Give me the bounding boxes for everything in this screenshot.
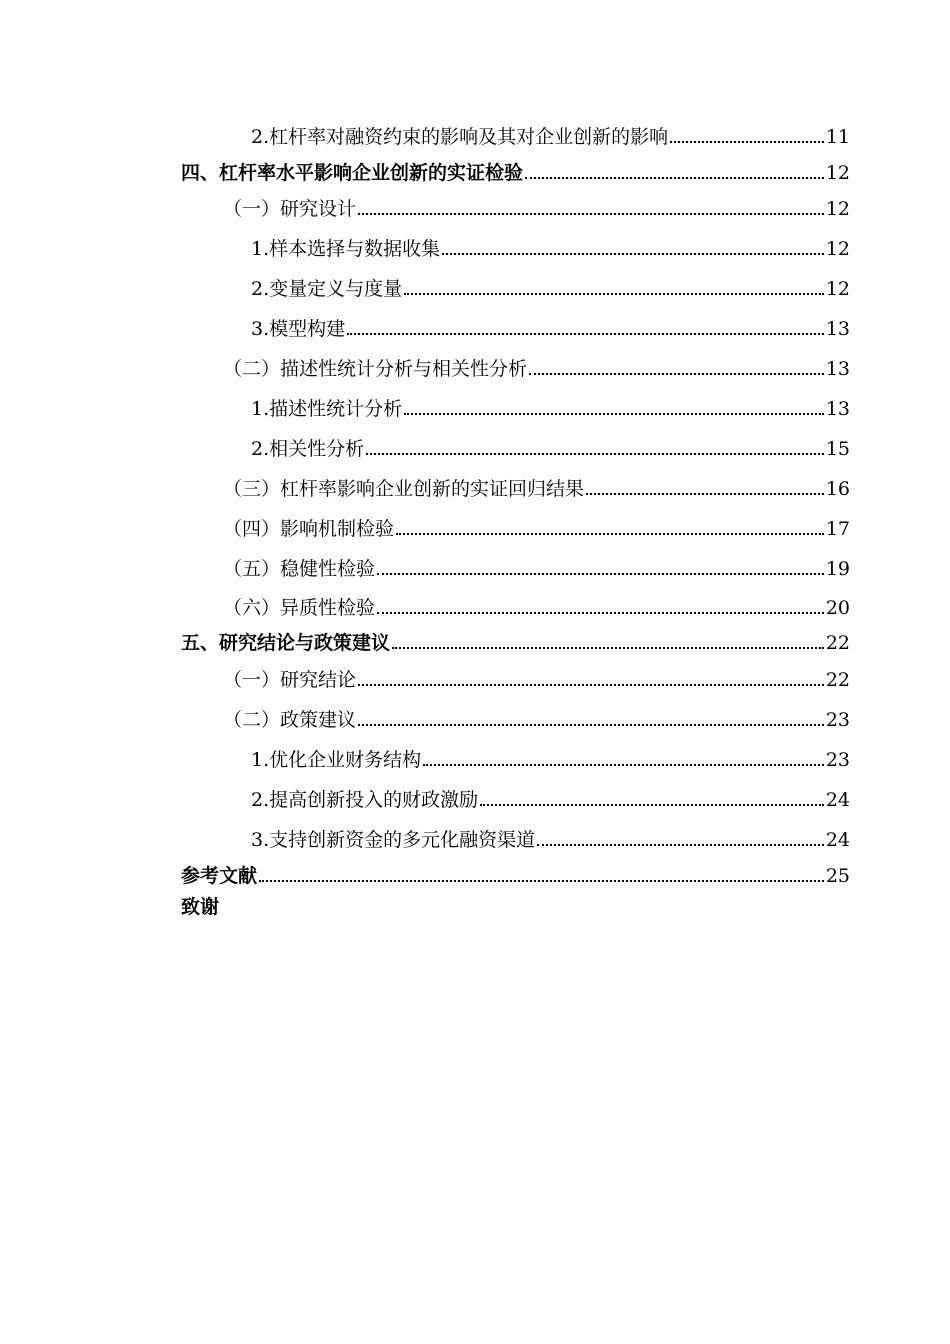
toc-entry[interactable] [251,120,850,150]
toc-entry[interactable] [223,192,850,222]
toc-entry-title: 2.提高创新投入的财政激励 [251,789,479,811]
toc-entry[interactable] [223,591,850,621]
toc-entry-title: （一）研究结论 [223,669,357,691]
toc-entry-page: 11 [825,126,850,148]
toc-entry-title: 2.相关性分析 [251,438,365,460]
dot-leader [392,647,824,649]
dot-leader [442,253,824,255]
toc-entry-title: （一）研究设计 [223,198,357,220]
dot-leader [366,453,824,455]
toc-entry[interactable] [251,432,850,462]
toc-entry-title: （四）影响机制检验 [223,518,395,540]
dot-leader [525,177,824,179]
dot-leader [377,573,824,575]
toc-entry-chapter[interactable] [181,156,850,186]
toc-entry-page: 13 [825,398,850,420]
toc-entry-page: 17 [825,518,850,540]
dot-leader [396,533,824,535]
toc-entry-page: 12 [825,162,850,184]
toc-entry-page: 25 [825,865,850,887]
toc-entry[interactable] [251,272,850,302]
dot-leader [404,293,824,295]
toc-entry-acknowledgements[interactable]: 致谢 [181,896,220,918]
toc-entry-page: 12 [825,198,850,220]
toc-entry-title: （三）杠杆率影响企业创新的实证回归结果 [223,478,585,500]
dot-leader [358,724,824,726]
toc-entry-page: 24 [825,789,850,811]
dot-leader [358,684,824,686]
dot-leader [423,764,824,766]
toc-entry[interactable] [223,703,850,733]
dot-leader [347,333,824,335]
toc-entry-title: （五）稳健性检验 [223,558,376,580]
toc-entry-page: 23 [825,709,850,731]
dot-leader [537,844,824,846]
toc-entry-title: 参考文献 [181,865,258,887]
dot-leader [358,213,824,215]
toc-entry[interactable] [251,743,850,773]
toc-entry-title: （二）政策建议 [223,709,357,731]
toc-entry-page: 15 [825,438,850,460]
toc-entry[interactable] [223,512,850,542]
toc-entry-page: 16 [825,478,850,500]
toc-entry-title: 3.模型构建 [251,318,346,340]
dot-leader [377,612,824,614]
toc-entry-page: 20 [825,597,850,619]
toc-entry-title: 四、杠杆率水平影响企业创新的实证检验 [181,162,524,184]
toc-entry-title: 2.变量定义与度量 [251,278,403,300]
toc-entry[interactable] [223,552,850,582]
dot-leader [586,493,824,495]
toc-entry-title: 2.杠杆率对融资约束的影响及其对企业创新的影响 [251,126,669,148]
toc-entry-title: 五、研究结论与政策建议 [181,632,391,654]
toc-entry[interactable] [251,783,850,813]
toc-entry-chapter[interactable] [181,859,850,889]
toc-entry-title: 1.优化企业财务结构 [251,749,422,771]
toc-entry-page: 13 [825,358,850,380]
toc-entry-chapter[interactable] [181,626,850,656]
toc-entry[interactable] [251,823,850,853]
toc-entry-page: 22 [825,632,850,654]
toc-entry-title: 1.样本选择与数据收集 [251,238,441,260]
toc-entry-title: 3.支持创新资金的多元化融资渠道 [251,829,536,851]
dot-leader [480,804,824,806]
toc-entry-title: （六）异质性检验 [223,597,376,619]
toc-entry[interactable] [251,312,850,342]
dot-leader [529,373,824,375]
dot-leader [670,141,824,143]
toc-entry-page: 12 [825,278,850,300]
toc-entry[interactable] [223,663,850,693]
toc-entry-page: 19 [825,558,850,580]
toc-entry-page: 22 [825,669,850,691]
toc-entry-page: 13 [825,318,850,340]
toc-entry-page: 12 [825,238,850,260]
toc-entry[interactable] [223,472,850,502]
toc-entry-title: 1.描述性统计分析 [251,398,403,420]
dot-leader [259,880,824,882]
toc-entry[interactable] [223,352,850,382]
toc-entry-page: 23 [825,749,850,771]
toc-entry-title: （二）描述性统计分析与相关性分析 [223,358,528,380]
toc-entry[interactable] [251,392,850,422]
toc-entry[interactable] [251,232,850,262]
toc-entry-page: 24 [825,829,850,851]
dot-leader [404,413,824,415]
